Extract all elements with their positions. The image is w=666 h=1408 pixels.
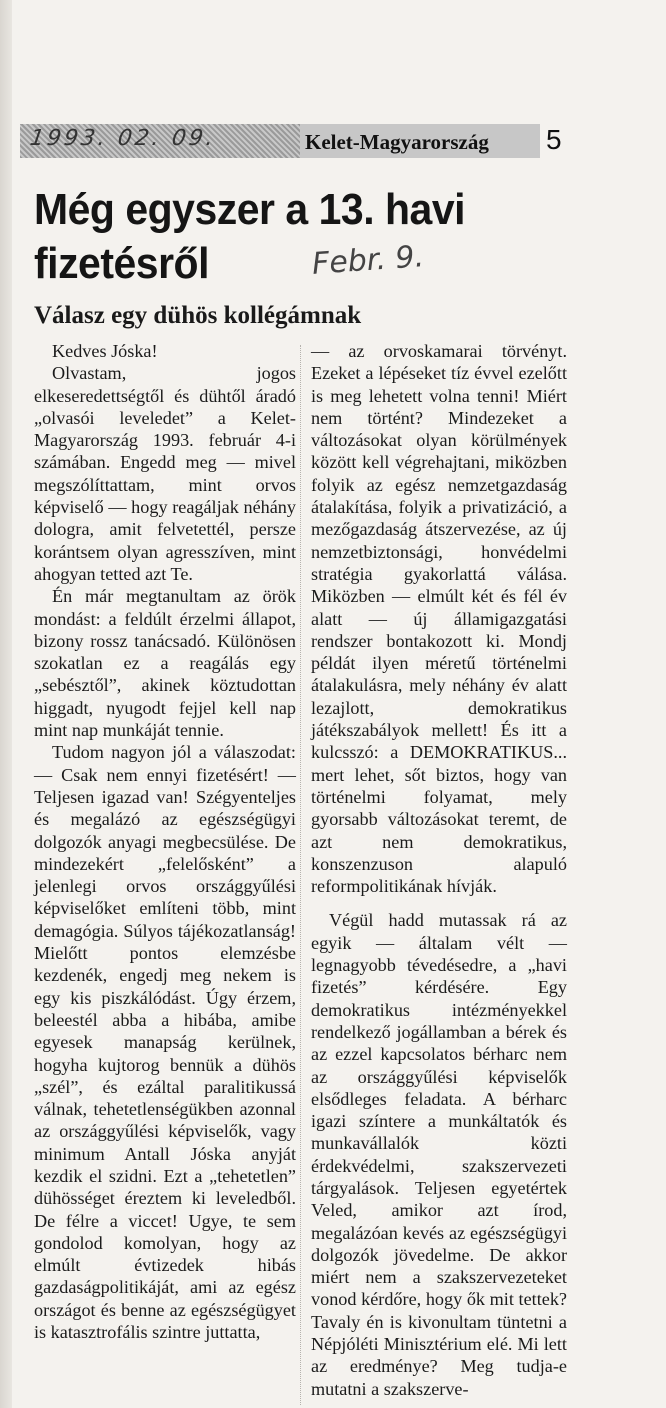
paragraph: Tudom nagyon jól a válaszodat: — Csak nem ennyi fizetésért! — Teljesen igazad van! Szégyenteljes és megalázó az egészségügyi dolgozók anyagi megbecsülése. De mindezekért „felelősként” a jelenlegi orvos országgyűlési képviselőket említeni több, mint demagógia. Súlyos tájékozatlanság! Mielőtt pontos elemzésbe kezdenék, engedj meg nekem is egy kis piszkálódást. Úgy érzem, beleestél abba a hibába, amibe egyesek manapság kerülnek, hogyha kujtorog bennük a dühös „szél”, és ezáltal paralitikussá válnak, tehetetlenségükben azonnal az országgyűlési képviselők, vagy minimum Antall Jóska anyját kezdik el szidni. Ezt a „tehetetlen” dühösséget éreztem ki leveledből. De félre a viccet! Ugye, te sem gondolod komolyan, hogy az elmúlt évtizedek hibás gazdaságpolitikáját, ami az egész országot és benne az egészségügyet is katasztrofális szintre juttatta, — [34, 742, 296, 1343]
headline-line-1: Még egyszer a 13. havi — [34, 185, 466, 234]
column-divider — [300, 345, 301, 1405]
article-headline — [34, 183, 536, 291]
paragraph: Olvastam, jogos elkeseredettségtől és dühtől áradó „olvasói leveledet” a Kelet-Magyarország 1993. február 4-i számában. Engedd meg — mivel megszólíttattam, mint orvos képviselő — hogy reagáljak néhány dologra, amit felvetettél, persze korántsem olyan agresszíven, mint ahogyan tetted azt Te. — [34, 363, 296, 584]
handwritten-note: Febr. 9. — [310, 239, 426, 282]
newspaper-name: Kelet-Magyarország — [305, 130, 489, 154]
left-column — [34, 340, 296, 1343]
right-column — [311, 340, 567, 1400]
handwritten-date: 1993. 02. 09. — [28, 126, 218, 151]
paragraph: Végül hadd mutassak rá az egyik — általam vélt — legnagyobb tévedésedre, a „havi fizetés” kérdésére. Egy demokratikus intézményekkel rendelkező jogállamban a bérek és az ezzel kapcsolatos bérharc nem az országgyűlési képviselők elsődleges feladata. A bérharc igazi színtere a munkáltatók és munkavállalók közti érdekvédelmi, szakszervezeti tárgyalások. Teljesen egyetértek Veled, amikor azt írod, megalázóan kevés az egészségügyi dolgozók jövedelme. De akkor miért nem a szakszervezeteket vonod kérdőre, hogy ők mit tettek? Tavaly én is kivonultam tüntetni a Népjóléti Minisztérium elé. Mi lett az eredménye? Meg tudja-e mutatni a szakszerve- — [311, 910, 567, 1399]
article-subtitle: Válasz egy dühös kollégámnak — [34, 302, 362, 329]
paragraph: — az orvoskamarai törvényt. Ezeket a lépéseket tíz évvel ezelőtt is meg lehetett volna tenni! Miért nem történt? Mindezeket a változásokat olyan körülmények között kell végrehajtani, miközben folyik az egész nemzetgazdaság átalakítása, folyik a privatizáció, a mezőgazdaság átszervezése, az új nemzetbiztonsági, honvédelmi stratégia gyakorlattá válása. Miközben — elmúlt két és fél év alatt — új államigazgatási rendszer bontakozott ki. Mondj példát ilyen méretű történelmi átalakulásra, mely néhány év alatt lezajlott, demokratikus játékszabályok mellett! És itt a kulcsszó: a DEMOKRATIKUS... mert lehet, sőt biztos, hogy van történelmi folyamat, mely gyorsabb változásokat teremt, de azt nem demokratikus, konszenzuson alapuló reformpolitikának hívják. — [311, 341, 567, 897]
page-number: 5 — [546, 124, 562, 155]
headline-line-2: fizetésről — [34, 239, 209, 288]
paragraph: Én már megtanultam az örök mondást: a feldúlt érzelmi állapot, bizony rossz tanácsadó. Különösen szokatlan ez a reagálás egy „sebésztől”, akinek köztudottan higgadt, nyugodt fejjel kell nap mint nap munkáját tennie. — [34, 586, 296, 741]
paragraph: Kedves Jóska! — [52, 341, 158, 361]
